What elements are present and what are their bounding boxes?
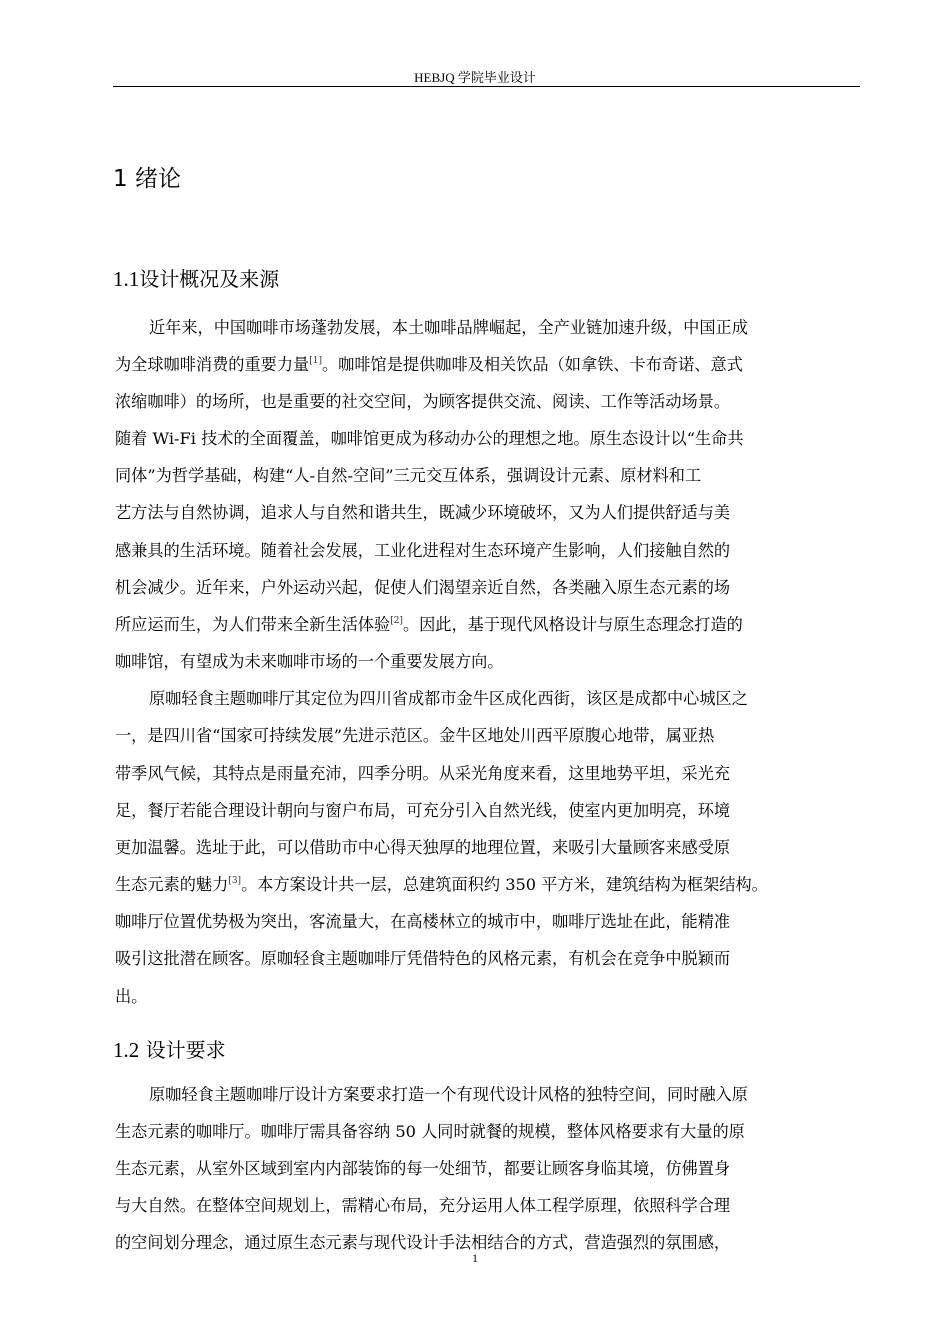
body-line: 咖啡厅位置优势极为突出，客流量大，在高楼林立的城市中，咖啡厅选址在此，能精准 (115, 912, 731, 931)
body-line: 一，是四川省“国家可持续发展”先进示范区。金牛区地处川西平原腹心地带，属亚热 (115, 726, 715, 745)
body-line: 与大自然。在整体空间规划上，需精心布局，充分运用人体工程学原理，依照科学合理 (115, 1196, 731, 1215)
section-heading (113, 1034, 226, 1063)
body-line (115, 615, 743, 635)
body-line (115, 875, 768, 895)
section-heading (113, 263, 279, 292)
line-text: 。咖啡馆是提供咖啡及相关饮品（如拿铁、卡布奇诺、意式 (322, 355, 743, 374)
line-text: 为全球咖啡消费的重要力量 (115, 355, 310, 374)
body-line: 出。 (115, 987, 148, 1006)
section-number: 1.1 (113, 267, 140, 291)
body-line: 生态元素的咖啡厅。咖啡厅需具备容纳 50 人同时就餐的规模，整体风格要求有大量的原 (115, 1122, 745, 1141)
section-title-text: 设计概况及来源 (139, 267, 280, 291)
body-line: 原咖轻食主题咖啡厅其定位为四川省成都市金牛区成化西街，该区是成都中心城区之 (149, 689, 748, 708)
body-line: 吸引这批潜在顾客。原咖轻食主题咖啡厅凭借特色的风格元素，有机会在竞争中脱颖而 (115, 949, 731, 968)
line-text: 。因此，基于现代风格设计与原生态理念打造的 (402, 615, 743, 634)
body-line: 更加温馨。选址于此，可以借助市中心得天独厚的地理位置，来吸引大量顾客来感受原 (115, 838, 731, 857)
citation-ref: [3] (228, 876, 242, 886)
line-text: 。本方案设计共一层，总建筑面积约 350 平方米，建筑结构为框架结构。 (241, 875, 768, 894)
line-text: 生态元素的魅力 (115, 875, 229, 894)
citation-ref: [2] (390, 616, 403, 626)
body-line: 咖啡馆，有望成为未来咖啡市场的一个重要发展方向。 (115, 652, 504, 671)
header-divider (113, 86, 860, 87)
line-text: 所应运而生，为人们带来全新生活体验 (115, 615, 391, 634)
body-line: 艺方法与自然协调，追求人与自然和谐共生，既减少环境破坏，又为人们提供舒适与美 (115, 503, 731, 522)
body-line: 足，餐厅若能合理设计朝向与窗户布局，可充分引入自然光线，使室内更加明亮，环境 (115, 801, 731, 820)
citation-ref: [1] (309, 356, 322, 366)
body-line: 浓缩咖啡）的场所，也是重要的社交空间，为顾客提供交流、阅读、工作等活动场景。 (115, 392, 731, 411)
section-number: 1.2 (113, 1038, 140, 1062)
page-number: 1 (472, 1251, 478, 1265)
body-line: 生态元素，从室外区域到室内内部装饰的每一处细节，都要让顾客身临其境，仿佛置身 (115, 1159, 731, 1178)
body-line: 原咖轻食主题咖啡厅设计方案要求打造一个有现代设计风格的独特空间，同时融入原 (149, 1085, 748, 1104)
page-header-title: HEBJQ 学院毕业设计 (414, 70, 536, 85)
body-line: 的空间划分理念，通过原生态元素与现代设计手法相结合的方式，营造强烈的氛围感， (115, 1233, 731, 1252)
body-line: 机会减少。近年来，户外运动兴起，促使人们渴望亲近自然，各类融入原生态元素的场 (115, 578, 731, 597)
body-line: 感兼具的生活环境。随着社会发展，工业化进程对生态环境产生影响，人们接触自然的 (115, 541, 731, 560)
body-line: 同体”为哲学基础，构建“人-自然-空间”三元交互体系，强调设计元素、原材料和工 (115, 466, 702, 485)
body-line: 近年来，中国咖啡市场蓬勃发展，本土咖啡品牌崛起，全产业链加速升级，中国正成 (149, 318, 748, 337)
body-line: 带季风气候，其特点是雨量充沛，四季分明。从采光角度来看，这里地势平坦，采光充 (115, 764, 731, 783)
chapter-title: 1 绪论 (113, 166, 181, 192)
section-title-text: 设计要求 (139, 1038, 226, 1062)
body-line: 随着 Wi-Fi 技术的全面覆盖，咖啡馆更成为移动办公的理想之地。原生态设计以“生命共 (115, 429, 744, 448)
body-line (115, 355, 743, 375)
